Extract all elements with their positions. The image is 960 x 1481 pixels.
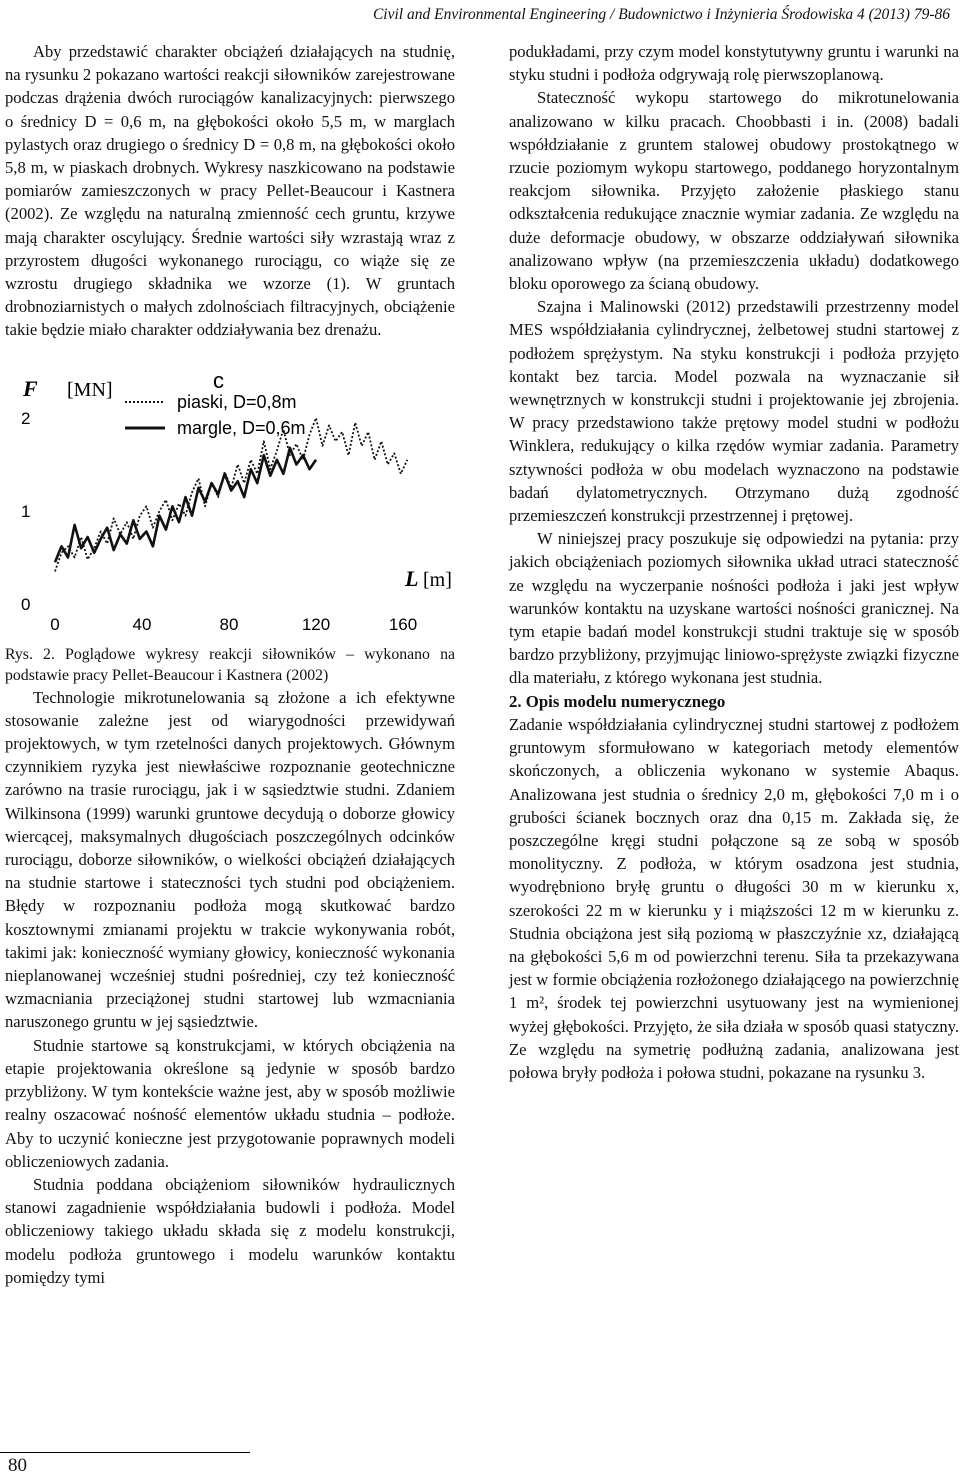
y-tick-label: 1 [21, 501, 31, 521]
footer-rule [0, 1452, 250, 1453]
figure-2 [5, 368, 455, 638]
legend-entry: piaski, D=0,8m [177, 391, 297, 412]
x-tick-label: 0 [50, 614, 60, 634]
right-paragraph-2: Stateczność wykopu startowego do mikrotunelowania analizowano w kilku pracach. Choobbasti i in. (2008) badali współdziałanie z gruntem stalowej obudowy prostokątnego w rzucie poziomym wykopu startowego, poddanego horyzontalnym reakcjom siłownika. Przyjęto założenie płaskiego stanu odkształcenia redukujące znacznie wymiar zadania. Ze względu na duże deformacje obudowy, w obszarze oddziaływań siłownika analizowano wpływ (na przemieszczenia układu) dodatkowego bloku oporowego za ścianą obudowy. [509, 88, 959, 294]
right-paragraph-4: W niniejszej pracy poszukuje się odpowiedzi na pytania: przy jakich obciążeniach poziomych siłownika układ utraci stateczność ze względu na wyczerpanie nośności podłoża i jaki jest wpływ warunków kontaktu na uzyskane wartości nośności granicznej. Na tym etapie badań model konstrukcji studni traktuje się w sposób bardzo przybliżony, przyjmując liniowo-sprężyste związki fizyczne dla materiału, z którego wykonana jest studnia. [509, 529, 959, 688]
series-line [55, 418, 407, 571]
right-paragraph-5: Zadanie współdziałania cylindrycznej studni startowej z podłożem gruntowym sformułowano w kategoriach metody elementów skończonych, a obliczenia wykonano w systemie Abaqus. Analizowana jest studnia o średnicy 2,0 m, głębokości 7,0 m i o grubości ścianek bocznych oraz dna 0,15 m. Zakłada się, że poszczególne kręgi studni połączone są ze sobą w sposób monolityczny. Z podłoża, w którym osadzona jest studnia, wyodrębniono bryłę gruntu o długości 30 m w kierunku x, szerokości 22 m w kierunku y i miąższości 12 m w kierunku z. Studnia obciążona jest siłą poziomą w płaszczyźnie xz, działającą na głębokości 5,6 m od powierzchni terenu. Siła ta przekazywana jest w formie obciążenia rozłożonego działającego na powierzchnię 1 m², środek tej powierzchni usytuowany jest na wymienionej wyżej głębokości. Przyjęto, że siła działa w sposób quasi statyczny. Ze względu na symetrię podłużną zadania, analizowana jest połowa bryły podłoża i połowa studni, pokazane na rysunku 3. [509, 714, 959, 1082]
y-axis-unit: [MN] [67, 378, 113, 401]
right-column [509, 40, 959, 1084]
x-tick-label: 40 [132, 614, 152, 634]
section-heading: 2. Opis modelu numerycznego [509, 691, 726, 711]
x-axis-unit: [m] [423, 568, 452, 591]
left-paragraph-1: Aby przedstawić charakter obciążeń działających na studnię, na rysunku 2 pokazano wartości reakcji siłowników zarejestrowane podczas drążenia dwóch rurociągów kanalizacyjnych: pierwszego o średnicy D = 0,6 m, na głębokości około 5,5 m, w marglach pylastych oraz drugiego o średnicy D = 0,8 m, na głębokości około 5,8 m, w piaskach drobnych. Wykresy naszkicowano na podstawie pomiarów zamieszczonych w pracy Pellet-Beaucour i Kastnera (2002). Ze względu na naturalną zmienność cech gruntu, krzywe mają charakter oscylujący. Średnie wartości siły wzrastają wraz z przyrostem długości wykonanego rurociągu, co wiąże się ze wzrostu drugiego składnika we wzorze (1). W gruntach drobnoziarnistych o małych zdolnościach filtracyjnych, obciążenie takie będzie miało charakter oddziaływania bez drenażu. [5, 42, 455, 340]
legend-entry: margle, D=0,6m [177, 417, 306, 438]
x-tick-label: 120 [301, 614, 331, 634]
chart-title: c [213, 367, 224, 393]
x-axis-label: L [405, 565, 419, 591]
y-tick-label: 2 [21, 408, 31, 428]
series-line [55, 447, 316, 561]
y-axis-label: F [23, 375, 38, 401]
right-paragraph-1: podukładami, przy czym model konstytutywny gruntu i warunki na styku studni i podłoża odgrywają rolę pierwszoplanową. [509, 42, 959, 85]
x-tick-label: 160 [388, 614, 418, 634]
left-paragraph-2: Technologie mikrotunelowania są złożone a ich efektywne stosowanie zależne jest od wiarygodności przewidywań projektowych, w tym rzetelności danych projektowych. Głównym czynnikiem ryzyka jest niewłaściwe rozpoznanie geotechniczne zarówno na trasie rurociągu, jak i w sąsiedztwie studni. Zdaniem Wilkinsona (1999) warunki gruntowe decydują o doborze głowicy wiercącej, maksymalnych długościach poszczególnych odcinków rurociągu, doborze siłowników, o wielkości obciążeń działających na studnie startowe i stateczności tych studni pod obciążeniem. Błędy w rozpoznaniu podłoża mogą skutkować bardzo kosztownymi zmianami projektu w trakcie wykonywania robót, takimi jak: konieczność wymiany głowicy, konieczność wykonania nieplanowanej wcześniej studni pośredniej, czy też konieczność wzmacniania przeciążonej studni startowej lub wzmacniania naruszonego gruntu w jej sąsiedztwie. [5, 687, 455, 1032]
journal-header: Civil and Environmental Engineering / Budownictwo i Inżynieria Środowiska 4 (2013) 79-86 [372, 6, 950, 23]
page-number: 80 [8, 1455, 27, 1476]
force-length-chart [5, 368, 455, 638]
left-paragraph-3: Studnie startowe są konstrukcjami, w których obciążenia na etapie projektowania określone są jedynie w sposób bardzo przybliżony. W tym kontekście ważne jest, aby w sposób możliwie realny oszacować nośność elementów układu studnia – podłoże. Aby to uczynić konieczne jest przygotowanie poprawnych modeli obliczeniowych zadania. [5, 1035, 455, 1171]
figure-caption: Rys. 2. Poglądowe wykresy reakcji siłowników – wykonano na podstawie pracy Pellet-Beaucour i Kastnera (2002) [5, 645, 455, 684]
right-paragraph-3: Szajna i Malinowski (2012) przedstawili przestrzenny model MES współdziałania cylindrycznej, żelbetowej studni startowej z podłożem sprężystym. Na styku konstrukcji i podłoża przyjęto kontakt bez tarcia. Model pozwala na wyznaczanie sił wewnętrznych w konstrukcji studni i projektowanie jej zbrojenia. W pracy przedstawiono także prętowy model studni w podłożu Winklera, redukujący o kilka rzędów wymiar zadania. Parametry sztywności podłoża w obu modelach wyznaczono na podstawie badań dylatometrycznych. Otrzymano dużą zgodność przemieszczeń konstrukcji przestrzennej i prętowej. [509, 297, 959, 526]
left-paragraph-4: Studnia poddana obciążeniom siłowników hydraulicznych stanowi zagadnienie współdziałania budowli i podłoża. Model obliczeniowy takiego układu składa się z modelu konstrukcji, modelu podłoża gruntowego i modelu warunków kontaktu pomiędzy tymi [5, 1174, 455, 1287]
left-column [5, 40, 455, 1289]
y-tick-label: 0 [21, 594, 31, 614]
x-tick-label: 80 [219, 614, 239, 634]
